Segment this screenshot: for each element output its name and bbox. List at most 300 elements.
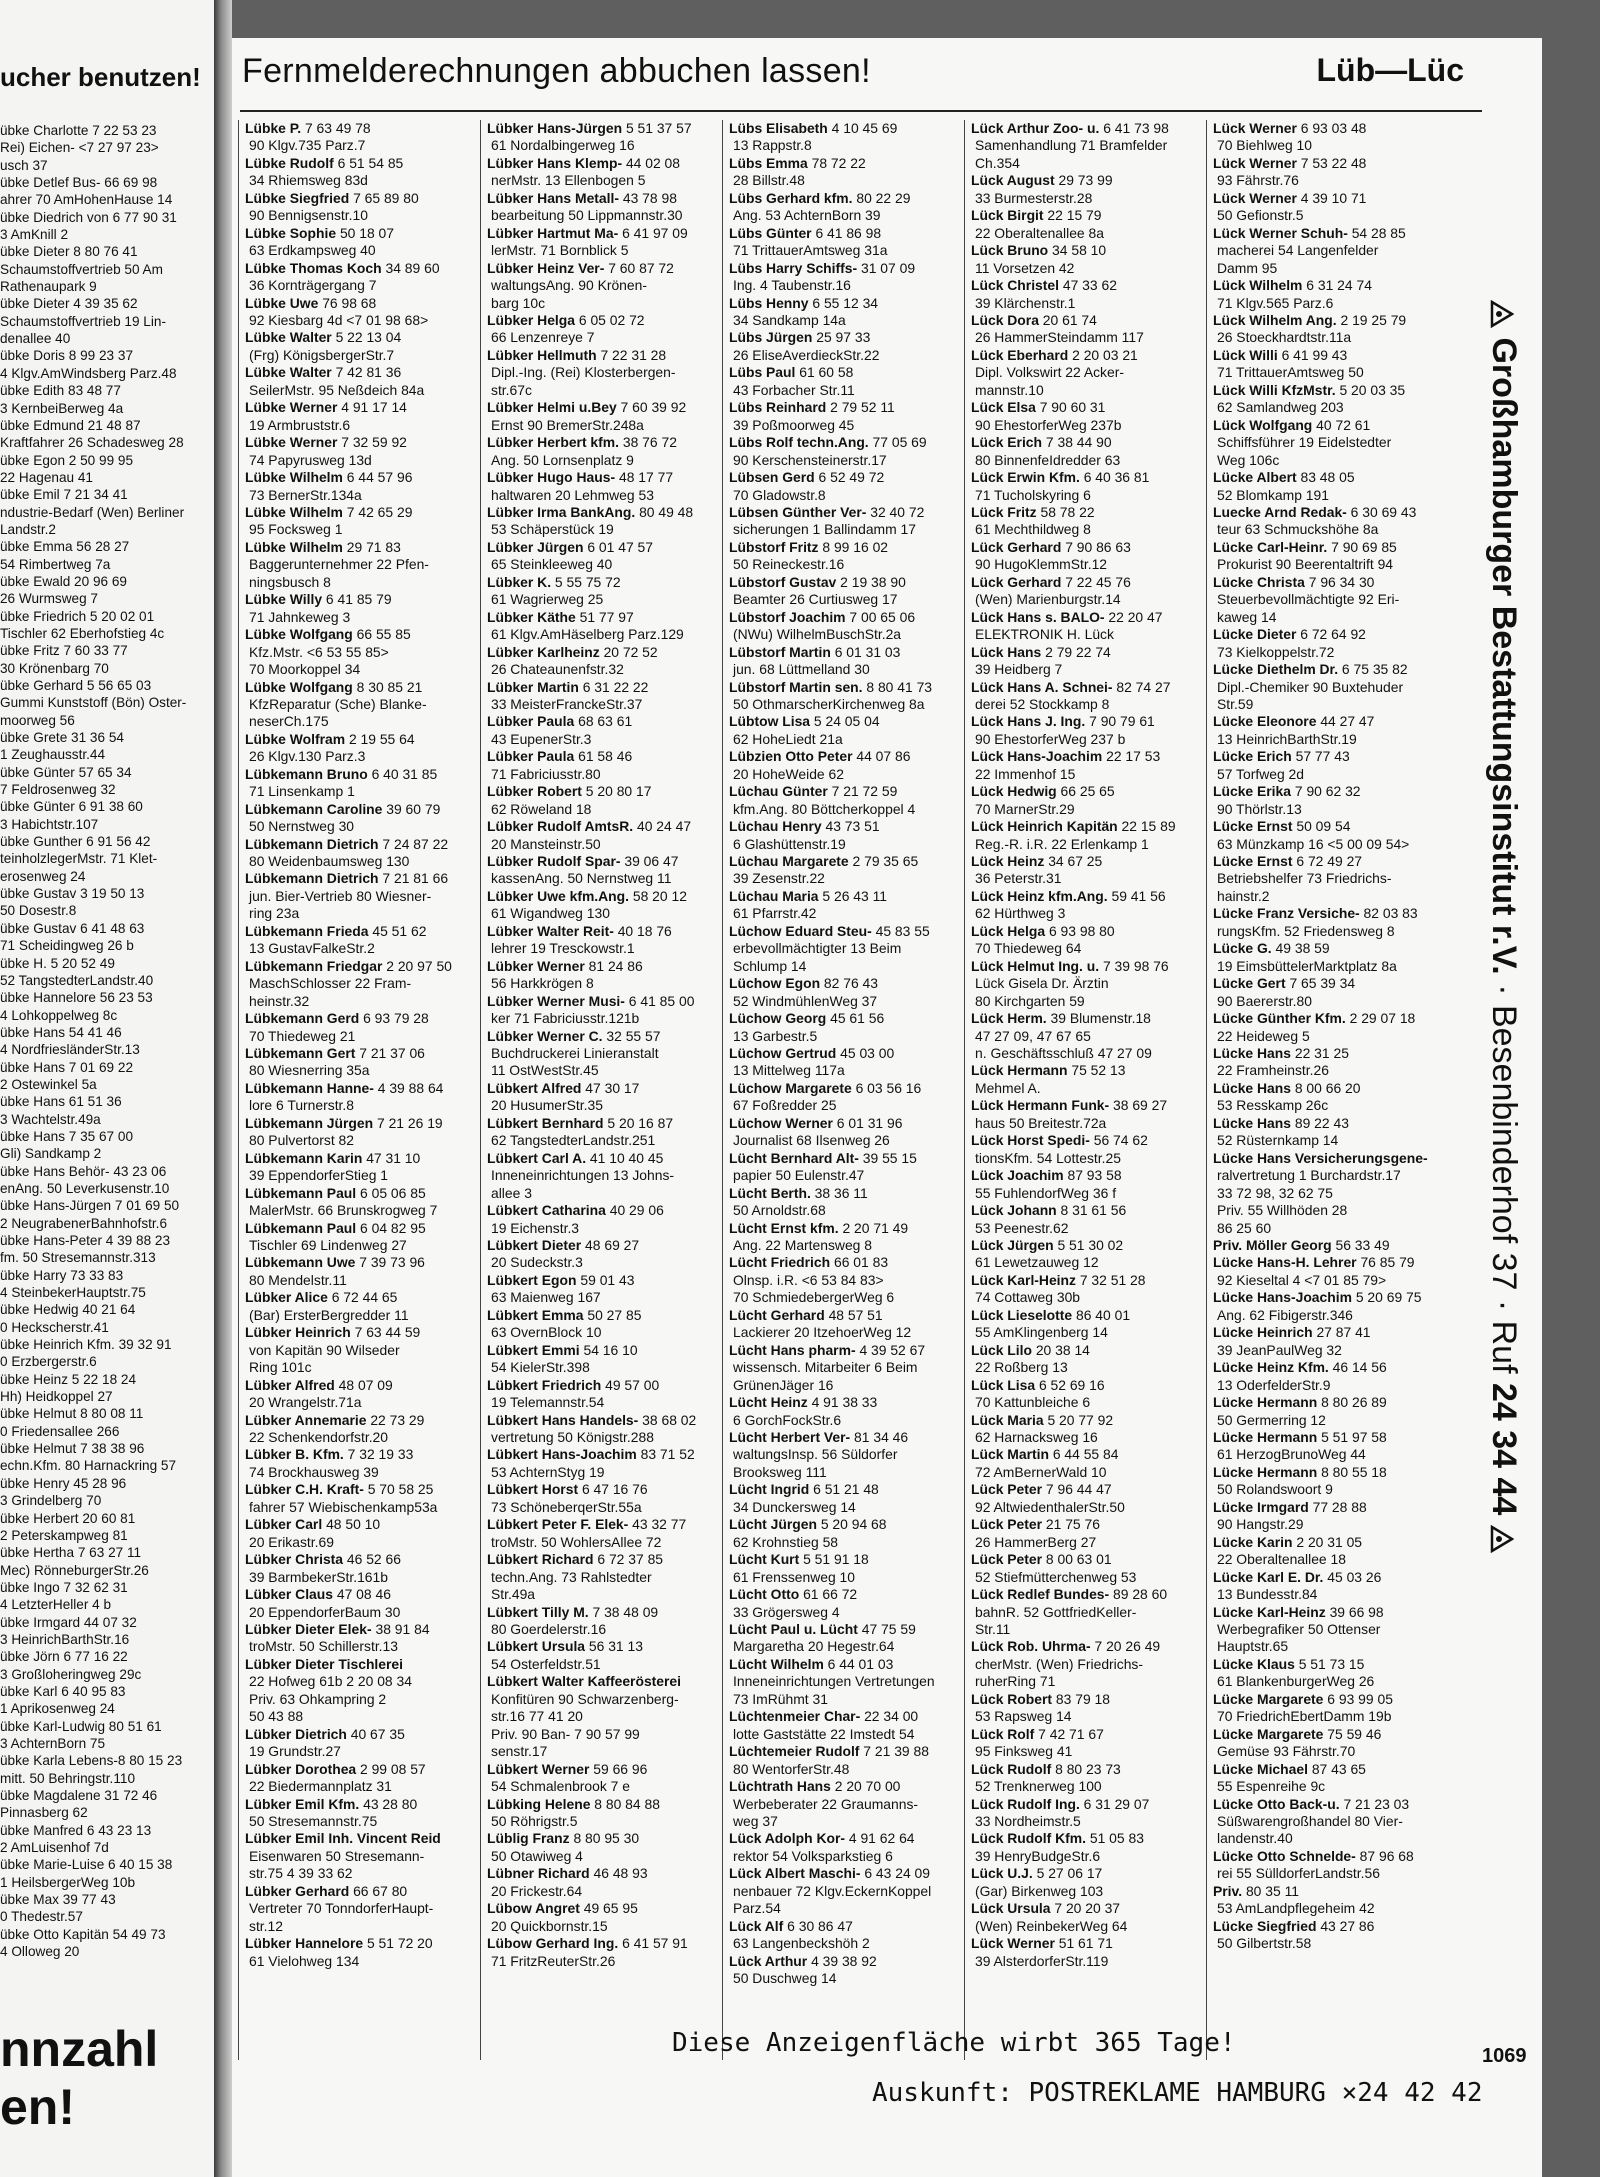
entry-name: Lücke Erich [1213, 748, 1292, 765]
entry-name: Lübkemann Friedgar [245, 957, 383, 974]
entry-detail-line: 61 BlankenburgerWeg 26 [1217, 1673, 1375, 1690]
entry-detail-line: 13 Mittelweg 117a [733, 1062, 845, 1079]
listing-entry [971, 469, 1206, 486]
funeral-institute-logo-icon [1490, 300, 1514, 328]
listing-entry [245, 1045, 480, 1062]
entry-detail-line: 61 Nordalbingerweg 16 [491, 137, 635, 154]
entry-phone: 22 15 89 [1121, 818, 1176, 835]
entry-name: Lüchow Werner [729, 1114, 833, 1131]
listing-entry [245, 364, 480, 381]
listing-entry [729, 1254, 964, 1271]
entry-name: Lücht Otto [729, 1586, 800, 1603]
entry-phone: 61 60 58 [799, 364, 854, 381]
entry-detail-line: barg 10c [491, 294, 546, 311]
entry-detail-line: 63 Münzkamp 16 <5 00 09 54> [1217, 835, 1410, 852]
listing-entry [729, 888, 964, 905]
entry-phone: 6 01 31 03 [834, 643, 901, 660]
entry-detail-line: Betriebshelfer 73 Friedrichs- [1217, 870, 1392, 887]
entry-phone: 5 20 16 87 [607, 1114, 674, 1131]
listing-entry [971, 1342, 1206, 1359]
entry-name: Lübker K. [487, 573, 552, 590]
entry-name: Lübker Hartmut Ma- [487, 224, 619, 241]
entry-name: Lübs Jürgen [729, 329, 813, 346]
entry-phone: 2 99 08 57 [360, 1760, 426, 1777]
listing-entry [1213, 1656, 1448, 1673]
entry-detail-line: Lück Gisela Dr. Ärztin [975, 975, 1109, 992]
entry-phone: 7 38 48 09 [592, 1603, 659, 1620]
entry-detail-line: techn.Ang. 73 Rahlstedter [491, 1568, 652, 1585]
listing-entry [487, 1377, 722, 1394]
listing-entry [971, 1830, 1206, 1847]
entry-name: Lübkert Bernhard [487, 1114, 604, 1131]
listing-entry [971, 277, 1206, 294]
entry-name: Lück Arthur Zoo- u. [971, 120, 1100, 136]
entry-phone: 66 67 80 [353, 1882, 408, 1899]
listing-entry [729, 434, 964, 451]
entry-detail-line: 90 Bennigsenstr.10 [249, 207, 368, 224]
listing-entry [971, 1446, 1206, 1463]
left-page-line: übke Hans-Peter 4 39 88 23 [0, 1233, 171, 1248]
listing-entry [729, 1185, 964, 1202]
entry-name: Lück U.J. [971, 1865, 1033, 1882]
entry-phone: 8 80 23 73 [1055, 1760, 1121, 1777]
listing-entry [1213, 1534, 1448, 1551]
entry-phone: 7 63 49 78 [304, 120, 371, 136]
listing-entry [1213, 783, 1448, 800]
entry-detail-line: 47 27 09, 47 67 65 [975, 1027, 1091, 1044]
entry-detail-line: (Gar) Birkenweg 103 [975, 1882, 1104, 1899]
listing-entry [971, 1272, 1206, 1289]
listing-entry [971, 1481, 1206, 1498]
entry-name: Lübzien Otto Peter [729, 748, 853, 765]
listing-entry [1213, 1883, 1448, 1900]
listing-entry [245, 329, 480, 346]
entry-detail-line: haltwaren 20 Lehmweg 53 [491, 486, 654, 503]
listing-entry [971, 1935, 1206, 1952]
entry-name: Lübkemann Hanne- [245, 1079, 374, 1096]
listing-entry [245, 1830, 480, 1847]
entry-phone: 8 80 55 18 [1321, 1463, 1387, 1480]
listing-entry [729, 679, 964, 696]
entry-phone: 29 73 99 [1058, 172, 1113, 189]
left-page-line: übke Gustav 3 19 50 13 [0, 886, 145, 902]
entry-name: Lübker Werner [487, 957, 585, 974]
left-page-line: übke Irmgard 44 07 32 [0, 1614, 137, 1630]
entry-phone: 6 72 64 92 [1300, 626, 1366, 643]
entry-phone: 5 70 58 25 [367, 1481, 434, 1498]
entry-detail-line: 52 Rüsternkamp 14 [1217, 1132, 1339, 1149]
listing-entry [971, 818, 1206, 835]
entry-phone: 48 57 51 [828, 1306, 883, 1323]
entry-detail-line: 39 HenryBudgeStr.6 [975, 1847, 1101, 1864]
entry-phone: 8 00 66 20 [1294, 1079, 1361, 1096]
entry-detail-line: 6 Glashüttenstr.19 [733, 835, 846, 852]
entry-phone: 59 66 96 [593, 1760, 648, 1777]
entry-phone: 7 90 69 85 [1331, 538, 1397, 555]
entry-name: Lücht Herbert Ver- [729, 1428, 851, 1445]
entry-detail-line: 53 Rapsweg 14 [975, 1708, 1072, 1725]
entry-phone: 8 30 85 21 [356, 678, 423, 695]
listing-entry [1213, 539, 1448, 556]
listing-entry [1213, 1761, 1448, 1778]
entry-name: Lübow Gerhard Ing. [487, 1935, 619, 1952]
entry-detail-line: hainstr.2 [1217, 887, 1270, 904]
entry-phone: 56 74 62 [1093, 1132, 1148, 1149]
entry-phone: 2 20 97 50 [386, 957, 452, 974]
entry-detail-line: ELEKTRONIK H. Lück [975, 626, 1114, 643]
entry-name: Lübkert Hans Handels- [487, 1411, 639, 1428]
left-page-line: übke Ingo 7 32 62 31 [0, 1579, 128, 1595]
entry-detail-line: 33 Burmesterstr.28 [975, 189, 1093, 206]
listing-entry [729, 1394, 964, 1411]
listing-entry [1213, 1918, 1448, 1935]
entry-phone: 7 24 87 22 [382, 835, 449, 852]
page-header-title: Fernmelderechnungen abbuchen lassen! [242, 52, 871, 90]
listing-entry [971, 207, 1206, 224]
entry-detail-line: 20 Quickbornstr.15 [491, 1917, 608, 1934]
entry-name: Lücke Carl-Heinr. [1213, 538, 1328, 555]
entry-phone: 7 90 62 32 [1294, 783, 1361, 800]
entry-name: Lück Arthur [729, 1952, 808, 1969]
entry-name: Priv. Möller Georg [1213, 1237, 1332, 1253]
entry-name: Lübker Werner C. [487, 1027, 603, 1044]
listing-entry [245, 399, 480, 416]
left-page-line: übke Hannelore 56 23 53 [0, 990, 153, 1006]
entry-phone: 7 22 31 28 [600, 346, 667, 363]
entry-detail-line: 53 Schäperstück 19 [491, 521, 614, 538]
entry-name: Lübstorf Joachim [729, 608, 846, 625]
entry-phone: 8 80 26 89 [1321, 1394, 1387, 1411]
entry-phone: 6 40 36 81 [1083, 469, 1150, 486]
entry-name: Lübstorf Fritz [729, 538, 819, 555]
entry-name: Lück Jürgen [971, 1237, 1054, 1253]
entry-phone: 6 52 49 72 [818, 469, 885, 486]
entry-name: Lücke Heinrich [1213, 1324, 1313, 1341]
entry-detail-line: Beamter 26 Curtiusweg 17 [733, 591, 898, 608]
listing-entry [729, 1481, 964, 1498]
entry-name: Lüchow Eduard Steu- [729, 922, 872, 939]
entry-detail-line: cherMstr. (Wen) Friedrichs- [975, 1655, 1143, 1672]
left-page-line: übke Dieter 4 39 35 62 [0, 296, 138, 312]
listing-entry [487, 155, 722, 172]
entry-detail-line: 26 EliseAverdieckStr.22 [733, 346, 880, 363]
entry-phone: 82 03 83 [1363, 905, 1418, 922]
entry-phone: 6 93 98 80 [1048, 922, 1115, 939]
listing-entry [729, 818, 964, 835]
listing-entry [245, 1150, 480, 1167]
listing-entry [1213, 1324, 1448, 1341]
entry-name: Lübtow Lisa [729, 713, 811, 730]
listing-entry [729, 1010, 964, 1027]
entry-detail-line: 62 Harnacksweg 16 [975, 1428, 1098, 1445]
entry-name: Lübker Hannelore [245, 1935, 364, 1952]
entry-detail-line: rei 55 SülldorferLandstr.56 [1217, 1865, 1380, 1882]
entry-phone: 7 32 51 28 [1079, 1271, 1146, 1288]
listing-entry [487, 783, 722, 800]
entry-name: Lübke Wilhelm [245, 469, 343, 486]
entry-phone: 51 61 71 [1058, 1935, 1113, 1952]
entry-phone: 49 57 00 [605, 1376, 660, 1393]
entry-name: Lücke Otto Back-u. [1213, 1795, 1340, 1812]
listing-entry [1213, 155, 1448, 172]
listing-entry [487, 713, 722, 730]
left-page-line: 0 Thedestr.57 [0, 1909, 83, 1925]
entry-detail-line: SeilerMstr. 95 Neßdeich 84a [249, 381, 425, 398]
entry-detail-line: nenbauer 72 Klgv.EckernKoppel [733, 1882, 932, 1899]
listing-entry [1213, 574, 1448, 591]
listing-entry [971, 1202, 1206, 1219]
listing-entry [729, 539, 964, 556]
entry-detail-line: 55 FuhlendorfWeg 36 f [975, 1184, 1117, 1201]
entry-name: Lücke Hermann [1213, 1463, 1318, 1480]
entry-detail-line: MalerMstr. 66 Brunskrogweg 7 [249, 1202, 438, 1219]
entry-phone: 7 00 65 06 [849, 608, 916, 625]
entry-phone: 7 38 44 90 [1045, 434, 1112, 451]
listing-entry [487, 399, 722, 416]
entry-name: Lübker Rudolf Spar- [487, 853, 621, 870]
entry-detail-line: ring 23a [249, 905, 300, 922]
entry-detail-line: Steuerbevollmächtigte 92 Eri- [1217, 591, 1400, 608]
entry-detail-line: 50 Germerring 12 [1217, 1411, 1326, 1428]
entry-detail-line: erbevollmächtigter 13 Beim [733, 940, 902, 957]
entry-phone: 6 04 82 95 [360, 1219, 426, 1236]
entry-name: Lück Lieselotte [971, 1306, 1073, 1323]
entry-phone: 8 99 16 02 [822, 538, 889, 555]
entry-phone: 7 39 98 76 [1102, 957, 1169, 974]
entry-name: Lück Heinz kfm.Ang. [971, 887, 1108, 904]
entry-detail-line: 80 WentorferStr.48 [733, 1760, 850, 1777]
left-page-line: 0 Heckscherstr.41 [0, 1319, 109, 1335]
listing-entry [1213, 1848, 1448, 1865]
listing-entry [971, 172, 1206, 189]
entry-detail-line: 53 Resskamp 26c [1217, 1097, 1329, 1114]
entry-detail-line: 73 Kielkoppelstr.72 [1217, 643, 1335, 660]
entry-name: Lübker Helga [487, 311, 575, 328]
entry-detail-line: 61 Wigandweg 130 [491, 905, 610, 922]
entry-name: Lübkemann Gerd [245, 1010, 360, 1027]
entry-detail-line: str.16 77 41 20 [491, 1708, 583, 1725]
entry-name: Lück Erich [971, 434, 1043, 451]
left-page-line: 22 Hagenau 41 [0, 469, 93, 485]
entry-phone: 77 05 69 [872, 434, 927, 451]
entry-phone: 80 22 29 [856, 189, 911, 206]
listing-entry [245, 1254, 480, 1271]
entry-detail-line: 71 Linsenkamp 1 [249, 783, 355, 800]
entry-name: Lück Hans s. BALO- [971, 608, 1105, 625]
entry-name: Lücke Dieter [1213, 626, 1297, 643]
entry-name: Lübker Claus [245, 1586, 333, 1603]
entry-phone: 34 58 10 [1052, 242, 1107, 259]
entry-phone: 80 35 11 [1245, 1882, 1299, 1899]
entry-phone: 43 73 51 [825, 818, 880, 835]
left-page-line: übke Otto Kapitän 54 49 73 [0, 1926, 166, 1942]
entry-name: Lübker Alfred [245, 1376, 335, 1393]
listing-entry [971, 399, 1206, 416]
listing-entry [971, 242, 1206, 259]
entry-name: Lück Hedwig [971, 783, 1057, 800]
entry-detail-line: 71 Tucholskyring 6 [975, 486, 1091, 503]
entry-name: Lücke Hans-Joachim [1213, 1289, 1352, 1306]
entry-name: Lübkemann Paul [245, 1184, 357, 1201]
entry-detail-line: ker 71 Fabriciusstr.121b [491, 1010, 640, 1027]
entry-detail-line: weg 37 [733, 1812, 778, 1829]
entry-phone: 7 65 89 80 [353, 189, 419, 206]
listing-entry [487, 1481, 722, 1498]
entry-phone: 50 09 54 [1296, 818, 1351, 835]
entry-phone: 6 72 49 27 [1296, 853, 1363, 870]
entry-detail-line: 92 Kieseltal 4 <7 01 85 79> [1217, 1271, 1387, 1288]
entry-name: Lübker Dietrich [245, 1725, 347, 1742]
entry-name: Lübstorf Gustav [729, 573, 837, 590]
listing-entry [487, 312, 722, 329]
left-page-line: übke Karl-Ludwig 80 51 61 [0, 1718, 162, 1734]
entry-name: Lücht Ernst kfm. [729, 1219, 839, 1236]
entry-detail-line: (NWu) WilhelmBuschStr.2a [733, 626, 902, 643]
entry-detail-line: 95 Focksweg 1 [249, 521, 343, 538]
listing-entry [1213, 312, 1448, 329]
entry-phone: 75 52 13 [1071, 1062, 1126, 1079]
entry-phone: 7 60 39 92 [620, 399, 687, 416]
entry-name: Lübs Henny [729, 294, 809, 311]
entry-phone: 6 31 24 74 [1306, 277, 1372, 294]
entry-detail-line: 62 Röweland 18 [491, 800, 592, 817]
entry-phone: 8 00 63 01 [1045, 1551, 1112, 1568]
entry-phone: 5 51 73 15 [1298, 1655, 1365, 1672]
listing-entry [245, 731, 480, 748]
entry-detail-line: rektor 54 Volksparkstieg 6 [733, 1847, 893, 1864]
entry-phone: 6 03 56 16 [855, 1079, 922, 1096]
listing-entry [487, 888, 722, 905]
listing-entry [245, 295, 480, 312]
entry-phone: 5 20 03 35 [1339, 381, 1406, 398]
entry-phone: 40 24 47 [636, 818, 692, 835]
entry-detail-line: jun. 68 Lüttmelland 30 [733, 661, 870, 678]
left-page-line: übke H. 5 20 52 49 [0, 955, 115, 971]
entry-name: Lücke Hans [1213, 1045, 1291, 1062]
listing-entry [971, 713, 1206, 730]
entry-detail-line: Priv. 55 Willhöden 28 [1217, 1202, 1348, 1219]
entry-phone: 81 24 86 [588, 957, 643, 974]
listing-entry [729, 469, 964, 486]
entry-detail-line: Mehmel A. [975, 1079, 1041, 1096]
entry-detail-line: lehrer 19 Tresckowstr.1 [491, 940, 635, 957]
entry-detail-line: (Frg) KönigsbergerStr.7 [249, 346, 395, 363]
entry-name: Lübkert Ursula [487, 1638, 586, 1655]
entry-detail-line: 70 Moorkoppel 34 [249, 661, 361, 678]
entry-detail-line: 13 HeinrichBarthStr.19 [1217, 730, 1357, 747]
entry-name: Lübs Paul [729, 364, 796, 381]
listing-entry [729, 399, 964, 416]
entry-name: Lück Wolfgang [1213, 416, 1313, 433]
entry-detail-line: 22 Roßberg 13 [975, 1359, 1068, 1376]
entry-name: Lücht Friedrich [729, 1254, 831, 1271]
entry-name: Lück Wilhelm Ang. [1213, 311, 1337, 328]
left-page-line: übke Charlotte 7 22 53 23 [0, 123, 157, 138]
left-page-line: 4 Klgv.AmWindsberg Parz.48 [0, 365, 177, 381]
left-page-line: ndustrie-Bedarf (Wen) Berliner [0, 504, 185, 520]
left-page-line: übke Hedwig 40 21 64 [0, 1302, 136, 1318]
listing-entry [971, 748, 1206, 765]
entry-name: Lübke Uwe [245, 294, 319, 311]
listing-entry [245, 1726, 480, 1743]
entry-detail-line: bearbeitung 50 Lippmannstr.30 [491, 207, 683, 224]
entry-detail-line: str.75 4 39 33 62 [249, 1865, 353, 1882]
listing-entry [971, 1796, 1206, 1813]
entry-name: Lübker Paula [487, 713, 575, 730]
entry-detail-line: Brooksweg 111 [733, 1463, 827, 1480]
entry-phone: 4 39 52 67 [859, 1341, 926, 1358]
entry-detail-line: 62 HoheLiedt 21a [733, 730, 843, 747]
entry-phone: 6 41 86 98 [815, 224, 882, 241]
entry-phone: 7 90 79 61 [1089, 713, 1155, 730]
entry-name: Lück Werner [971, 1935, 1055, 1952]
entry-detail-line: 72 AmBernerWald 10 [975, 1463, 1107, 1480]
entry-phone: 5 20 80 17 [585, 783, 652, 800]
left-page-line: 0 Erzbergerstr.6 [0, 1354, 97, 1370]
entry-phone: 22 73 29 [370, 1411, 425, 1428]
entry-detail-line: 70 Kattunbleiche 6 [975, 1394, 1091, 1411]
entry-detail-line: 20 EppendorferBaum 30 [249, 1603, 401, 1620]
listing-entry [729, 1918, 964, 1935]
left-page-line: übke Ewald 20 96 69 [0, 573, 127, 589]
entry-detail-line: 86 25 60 [1217, 1219, 1272, 1236]
left-page-line: Schaumstoffvertrieb 19 Lin- [0, 313, 166, 329]
entry-detail-line: 28 Billstr.48 [733, 172, 805, 189]
entry-name: Lück Peter [971, 1551, 1043, 1568]
entry-phone: 43 28 80 [363, 1795, 418, 1812]
page-number: 1069 [1482, 2045, 1527, 2067]
entry-detail-line: KfzReparatur (Sche) Blanke- [249, 695, 427, 712]
entry-phone: 7 90 86 63 [1065, 538, 1131, 555]
entry-phone: 5 51 97 58 [1321, 1428, 1387, 1445]
entry-phone: 6 40 31 85 [371, 765, 438, 782]
entry-name: Lücke Erika [1213, 783, 1291, 800]
listing-entry [729, 225, 964, 242]
listing-entry [245, 1551, 480, 1568]
entry-name: Lübkemann Gert [245, 1045, 356, 1062]
entry-name: Lücht Hans pharm- [729, 1341, 856, 1358]
entry-name: Lübs Reinhard [729, 399, 827, 416]
entry-detail-line: bahnR. 52 GottfriedKeller- [975, 1603, 1137, 1620]
vertical-advertisement [1470, 300, 1540, 1850]
left-page-line: übke Emil 7 21 34 41 [0, 487, 128, 503]
entry-detail-line: Ring 101c [249, 1359, 312, 1376]
listing-entry [971, 783, 1206, 800]
entry-name: Lübkemann Caroline [245, 800, 383, 817]
entry-phone: 7 32 59 92 [341, 434, 407, 451]
listing-entry [245, 1883, 480, 1900]
listing-entry [487, 1115, 722, 1132]
entry-phone: 7 21 37 06 [359, 1045, 425, 1062]
entry-phone: 59 01 43 [580, 1271, 635, 1288]
entry-detail-line: heinstr.32 [249, 992, 310, 1009]
entry-phone: 49 65 95 [583, 1900, 638, 1917]
entry-phone: 39 60 79 [386, 800, 441, 817]
entry-detail-line: 70 SchmiedebergerWeg 6 [733, 1289, 895, 1306]
entry-detail-line: 80 Mendelstr.11 [249, 1271, 347, 1288]
entry-phone: 40 29 06 [609, 1202, 664, 1219]
entry-phone: 6 75 35 82 [1341, 661, 1408, 678]
entry-detail-line: Ernst 90 BremerStr.248a [491, 416, 644, 433]
entry-detail-line: mannstr.10 [975, 381, 1044, 398]
entry-phone: 22 17 53 [1106, 748, 1161, 765]
entry-name: Lück Rob. Uhrma- [971, 1638, 1091, 1655]
entry-detail-line: nerMstr. 13 Ellenbogen 5 [491, 172, 646, 189]
entry-name: Lüblig Franz [487, 1830, 570, 1847]
entry-phone: 38 76 72 [622, 434, 677, 451]
entry-name: Lück Fritz [971, 503, 1037, 520]
entry-phone: 7 42 71 67 [1038, 1725, 1104, 1742]
